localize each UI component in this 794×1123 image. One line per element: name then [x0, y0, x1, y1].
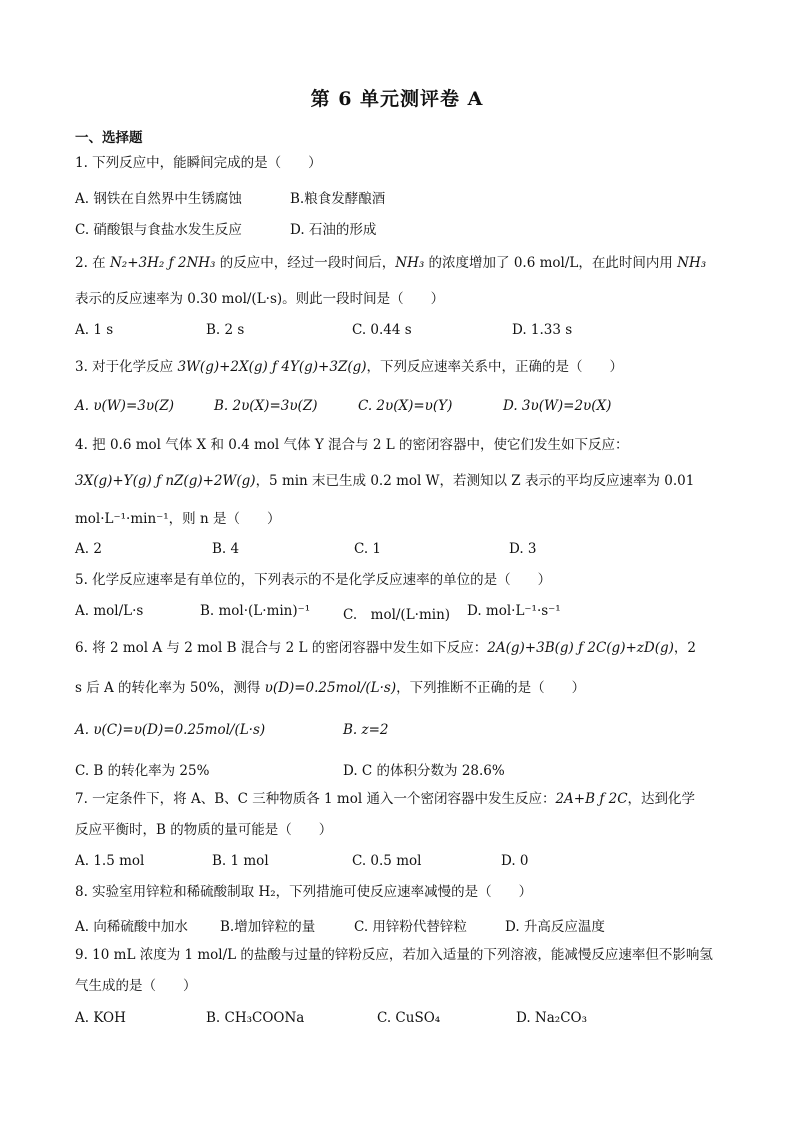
q8-option-c: C. 用锌粉代替锌粒 — [354, 919, 467, 935]
q3-option-d: D. 3υ(W)=2υ(X) — [503, 398, 612, 414]
question-4-line-2 — [75, 472, 694, 490]
q3-text: 3. 对于化学反应 — [75, 359, 178, 375]
question-2-line-1 — [75, 254, 706, 272]
q6-equation: 2A(g)+3B(g) ƒ 2C(g)+zD(g) — [487, 640, 674, 656]
q1-option-a: A. 钢铁在自然界中生锈腐蚀 — [75, 191, 242, 207]
q7-option-a: A. 1.5 mol — [75, 853, 145, 869]
q2-text-post: 的浓度增加了 0.6 mol/L，在此时间内用 — [424, 255, 678, 271]
q4-equation: 3X(g)+Y(g) ƒ nZ(g)+2W(g) — [75, 473, 256, 489]
q7-text-post: ，达到化学 — [627, 791, 696, 807]
q6-option-d: D. C 的体积分数为 28.6% — [343, 763, 505, 779]
question-4-line-1: 4. 把 0.6 mol 气体 X 和 0.4 mol 气体 Y 混合与 2 L 的密闭容器中，使它们发生如下反应： — [75, 437, 629, 453]
q6-text-post: ，2 — [673, 640, 696, 656]
q3-text-post: ，下列反应速率关系中，正确的是（ ） — [366, 359, 624, 375]
q7-option-c: C. 0.5 mol — [352, 853, 422, 869]
q5-option-a: A. mol/L·s — [75, 603, 144, 619]
q9-option-b: B. CH₃COONa — [206, 1010, 305, 1026]
q5-option-b: B. mol·(L·min)⁻¹ — [200, 603, 311, 619]
question-9-options — [75, 1010, 735, 1028]
q8-option-a: A. 向稀硫酸中加水 — [75, 919, 188, 935]
question-1-options — [75, 187, 735, 205]
question-8-stem: 8. 实验室用锌粒和稀硫酸制取 H₂，下列措施可使反应速率减慢的是（ ） — [75, 884, 533, 900]
question-7-options — [75, 853, 735, 871]
question-2-line-2: 表示的反应速率为 0.30 mol/(L·s)。则此一段时间是（ ） — [75, 291, 445, 307]
q4-text: ，5 min 末已生成 0.2 mol W，若测知以 Z 表示的平均反应速率为 0.01 — [255, 473, 695, 489]
q5-option-c: C. mol/(L·min) — [343, 607, 451, 623]
question-6-options-2 — [75, 759, 735, 777]
question-7-line-1 — [75, 790, 695, 808]
question-5-options — [75, 603, 735, 621]
q2-equation: N₂+3H₂ ƒ 2NH₃ — [109, 255, 216, 271]
q1-option-d: D. 石油的形成 — [290, 222, 377, 238]
question-6-options — [75, 722, 735, 740]
q4-option-b: B. 4 — [212, 541, 240, 557]
q7-option-d: D. 0 — [501, 853, 529, 869]
q8-option-d: D. 升高反应温度 — [505, 919, 605, 935]
q6-equation-rate: υ(D)=0.25mol/(L·s) — [264, 680, 397, 696]
q9-option-d: D. Na₂CO₃ — [516, 1010, 588, 1026]
question-8-options — [75, 915, 735, 933]
question-6-line-2 — [75, 679, 585, 697]
q7-text: 7. 一定条件下，将 A、B、C 三种物质各 1 mol 通入一个密闭容器中发生反应： — [75, 791, 556, 807]
q6-option-b: B. z=2 — [343, 722, 389, 738]
question-9-line-1: 9. 10 mL 浓度为 1 mol/L 的盐酸与过量的锌粉反应，若加入适量的下列溶液，能减慢反应速率但不影响氢 — [75, 947, 713, 963]
question-3-options — [75, 398, 735, 416]
page-title: 第 6 单元测评卷 A — [310, 88, 484, 110]
q3-equation: 3W(g)+2X(g) ƒ 4Y(g)+3Z(g) — [177, 359, 367, 375]
q3-option-b: B. 2υ(X)=3υ(Z) — [214, 398, 318, 414]
q5-option-d: D. mol·L⁻¹·s⁻¹ — [467, 603, 561, 619]
q8-option-b: B.增加锌粒的量 — [220, 919, 316, 935]
q2-option-c: C. 0.44 s — [352, 322, 412, 338]
q9-option-c: C. CuSO₄ — [377, 1010, 441, 1026]
q2-option-a: A. 1 s — [75, 322, 114, 338]
question-1-options-2 — [75, 218, 735, 236]
section-heading: 一、选择题 — [75, 130, 143, 146]
q6-option-c: C. B 的转化率为 25% — [75, 763, 210, 779]
q6-text-2: s 后 A 的转化率为 50%，测得 — [75, 680, 265, 696]
q1-option-b: B.粮食发酵酿酒 — [290, 191, 386, 207]
question-5-stem: 5. 化学反应速率是有单位的，下列表示的不是化学反应速率的单位的是（ ） — [75, 572, 552, 588]
q2-nh3: NH₃ — [395, 255, 425, 271]
q2-option-d: D. 1.33 s — [512, 322, 573, 338]
q7-equation: 2A+B ƒ 2C — [555, 791, 628, 807]
q9-option-a: A. KOH — [75, 1010, 126, 1026]
q4-option-c: C. 1 — [354, 541, 382, 557]
question-4-line-3: mol·L⁻¹·min⁻¹，则 n 是（ ） — [75, 511, 281, 527]
q7-option-b: B. 1 mol — [212, 853, 269, 869]
q6-text: 6. 将 2 mol A 与 2 mol B 混合与 2 L 的密闭容器中发生如下反应： — [75, 640, 488, 656]
q1-option-c: C. 硝酸银与食盐水发生反应 — [75, 222, 242, 238]
q6-text-2-post: ，下列推断不正确的是（ ） — [396, 680, 586, 696]
q4-option-d: D. 3 — [509, 541, 537, 557]
q6-option-a: A. υ(C)=υ(D)=0.25mol/(L·s) — [75, 722, 266, 738]
q3-option-a: A. υ(W)=3υ(Z) — [75, 398, 174, 414]
q3-option-c: C. 2υ(X)=υ(Y) — [358, 398, 453, 414]
question-7-line-2: 反应平衡时，B 的物质的量可能是（ ） — [75, 822, 333, 838]
q2-text: 2. 在 — [75, 255, 110, 271]
q2-option-b: B. 2 s — [206, 322, 245, 338]
q2-text-mid: 的反应中，经过一段时间后， — [215, 255, 396, 271]
question-4-options — [75, 541, 735, 559]
question-2-options — [75, 322, 735, 340]
q4-option-a: A. 2 — [75, 541, 102, 557]
question-3-stem — [75, 358, 623, 376]
question-9-line-2: 气生成的是（ ） — [75, 978, 197, 994]
question-1-stem: 1. 下列反应中，能瞬间完成的是（ ） — [75, 155, 322, 171]
q2-nh3-b: NH₃ — [677, 255, 707, 271]
question-6-line-1 — [75, 639, 696, 657]
